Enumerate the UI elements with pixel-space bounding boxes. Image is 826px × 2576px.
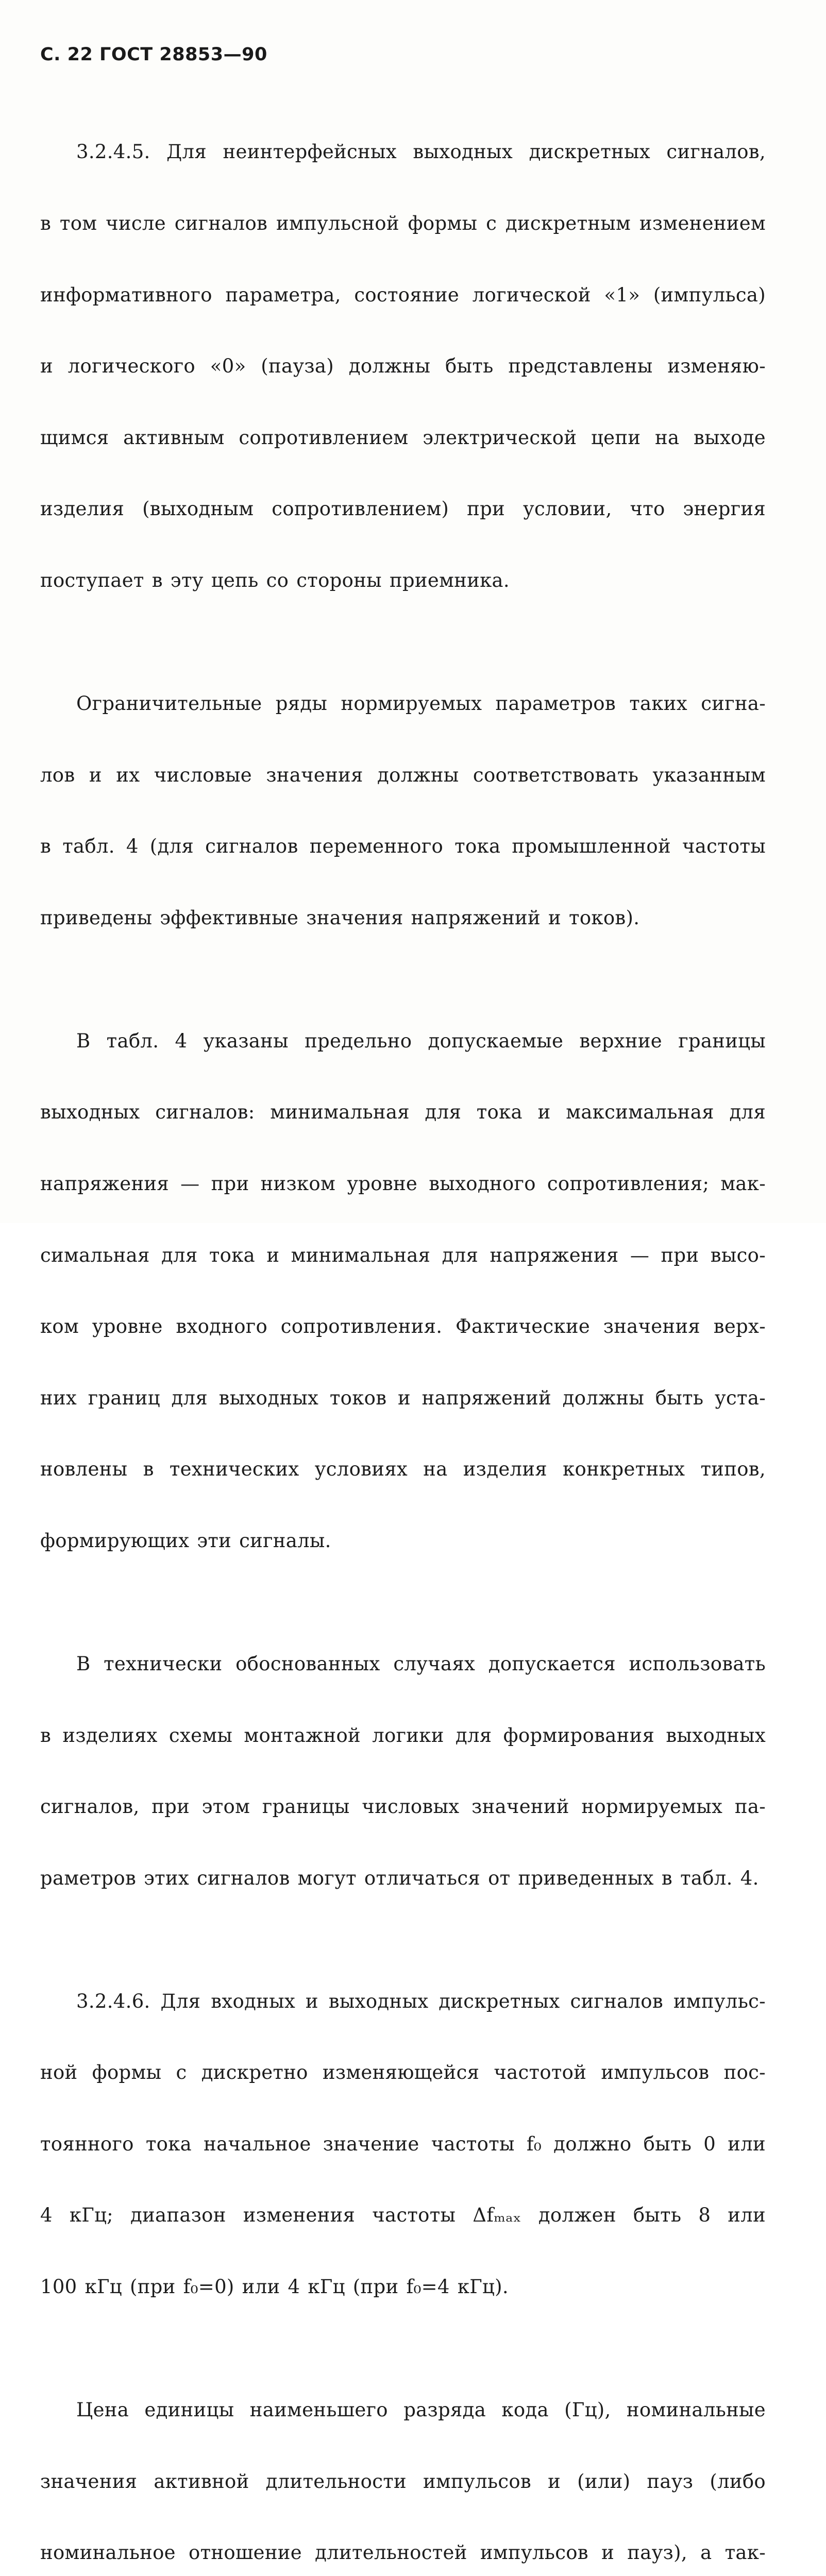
text-line: щимся активным сопротивлением электрической цепи на выходе [40,426,766,449]
paragraph-v-tabl-4 [40,981,766,1600]
text-line: формирующих эти сигналы. [40,1529,331,1552]
text-line: В технически обоснованных случаях допускается использовать [76,1652,766,1675]
text-line: в том числе сигналов импульсной формы с дискретным изменением [40,212,766,234]
paragraph-3-2-4-5 [40,93,766,640]
text-line: Цена единицы наименьшего разряда кода (Гц), номинальные [76,2399,766,2421]
paragraph-ogranichitelnye [40,645,766,978]
text-line: симальная для тока и минимальная для напряжения — при высо- [40,1244,766,1266]
text-line: сигналов, при этом границы числовых значений нормируемых па- [40,1795,766,1818]
text-line: них границ для выходных токов и напряжений должны быть уста- [40,1386,766,1409]
text-line: номинальное отношение длительностей импульсов и пауз), а так- [40,2541,766,2564]
text-line: Ограничительные ряды нормируемых параметров таких сигна- [76,692,766,715]
text-line: значения активной длительности импульсов и (или) пауз (либо [40,2470,766,2493]
text-line: лов и их числовые значения должны соответствовать указанным [40,764,766,786]
text-line: ком уровне входного сопротивления. Фактические значения верх- [40,1315,766,1338]
paragraph-3-2-4-6 [40,1942,766,2346]
text-line: информативного параметра, состояние логической «1» (импульса) [40,283,766,306]
text-line: раметров этих сигналов могут отличаться от приведенных в табл. 4. [40,1867,759,1889]
text-line: в табл. 4 (для сигналов переменного тока промышленной частоты [40,835,766,858]
text-line: 3.2.4.5. Для неинтерфейсных выходных дискретных сигналов, [76,141,766,163]
text-line: и логического «0» (пауза) должны быть представлены изменяю- [40,355,766,378]
text-line: напряжения — при низком уровне выходного сопротивления; мак- [40,1172,766,1195]
text-line: в изделиях схемы монтажной логики для формирования выходных [40,1724,766,1747]
text-line: выходных сигналов: минимальная для тока и максимальная для [40,1101,766,1124]
paragraph-tekhnicheski [40,1605,766,1938]
text-line: новлены в технических условиях на изделия конкретных типов, [40,1458,766,1481]
text-line: 3.2.4.6. Для входных и выходных дискретных сигналов импульс- [76,1990,766,2012]
text-line: 4 кГц; диапазон изменения частоты Δfₘₐₓ должен быть 8 или [40,2204,766,2227]
text-line: поступает в эту цепь со стороны приемника. [40,569,510,591]
text-line: изделия (выходным сопротивлением) при условии, что энергия [40,498,766,520]
text-line: приведены эффективные значения напряжений и токов). [40,906,640,929]
page-header: С. 22 ГОСТ 28853—90 [40,44,267,65]
text-line: ной формы с дискретно изменяющейся частотой импульсов пос- [40,2061,766,2084]
text-line: 100 кГц (при f₀=0) или 4 кГц (при f₀=4 кГц). [40,2276,509,2298]
body-text [40,93,766,2576]
paragraph-tsena [40,2351,766,2576]
text-line: тоянного тока начальное значение частоты f₀ должно быть 0 или [40,2132,766,2155]
text-line: В табл. 4 указаны предельно допускаемые верхние границы [76,1029,766,1052]
